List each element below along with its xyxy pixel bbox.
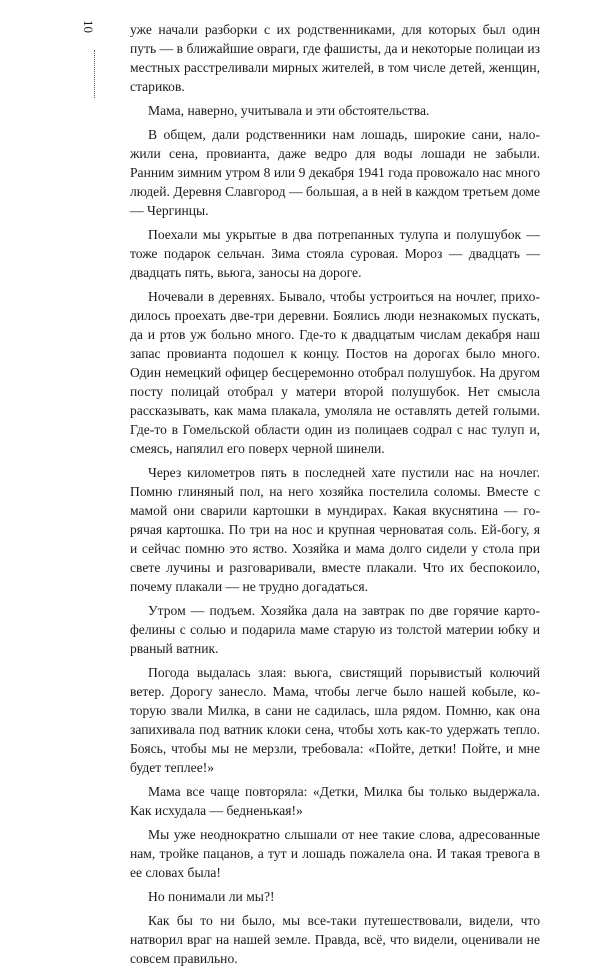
- page-number: 10: [81, 20, 96, 33]
- paragraph: Мама, наверно, учитывала и эти обстоятельства.: [148, 103, 430, 118]
- paragraph: Мама все чаще повторяла: «Детки, Милка бы только выдержала. Как исхудала — бедненькая!»: [130, 784, 540, 818]
- paragraph: Как бы то ни было, мы все-таки путешествовали, видели, что натворил враг на нашей земле. Правда, всё, что видели, оценивали не совсем правильно.: [130, 913, 540, 966]
- paragraph: Через километров пять в последней хате пустили нас на ночлег. Помню глиняный пол, на него хозяйка постелила соломы. Вместе с мамой они сварили картошки в мундирах. Какая вкуснятина — горячая картошка. По три на нос и крупная черноватая соль. Ей-богу, я и сейчас помню это яство. Хозяйка и мама долго сидели у стола при свете лучины и разговаривали, вместе плакали. Что их беспокоило, почему плакали — не трудно догадаться.: [130, 465, 540, 594]
- paragraph: Погода выдалась злая: вьюга, свистящий порывистый колючий ветер. Дорогу занесло. Мама, чтобы легче было нашей кобыле, которую звали Милка, в сани не садилась, шла рядом. Помню, как она запихивала под ватник клоки сена, чтобы хоть как-то удержать тепло. Боясь, чтобы мы не мерзли, требовала: «Пойте, детки! Пойте, и мне будет теплее!»: [130, 665, 540, 775]
- paragraph: Утром — подъем. Хозяйка дала на завтрак по две горячие картофелины с солью и подарила маме старую из толстой материи юбку и рваный ватник.: [130, 603, 540, 656]
- paragraph: уже начали разборки с их родственниками, для которых был один путь — в ближайшие овраги, где фашисты, да и некоторые полицаи из местных расстреливали мирных жителей, в том числе детей, женщин, стариков.: [130, 22, 540, 94]
- paragraph: Поехали мы укрытые в два потрепанных тулупа и полушубок — тоже подарок сельчан. Зима стояла суровая. Мороз — двадцать — двадцать пять, вьюга, заносы на дороге.: [130, 227, 540, 280]
- paragraph: Ночевали в деревнях. Бывало, чтобы устроиться на ночлег, приходилось проехать две-три деревни. Боялись люди незнакомых пускать, да и ртов уж больно много. Где-то к двадцатым числам декабря наш запас провианта подошел к концу. Постов на дорогах было много. Один немецкий офицер бесцеремонно отобрал полушубок. На другом посту полицай отобрал у матери второй полушубок. Нет смысла рассказывать, как мама плакала, умоляла не оставлять детей голыми. Где-то в Гомельской области один из полицаев содрал с нас тулуп и, смеясь, напялил его поверх черной шинели.: [130, 289, 540, 456]
- paragraph: Но понимали ли мы?!: [148, 889, 275, 904]
- paragraph: Мы уже неоднократно слышали от нее такие слова, адресованные нам, тройке пацанов, а тут и лошадь пожалела она. И такая тревога в ее словах была!: [130, 827, 540, 880]
- text-block: [130, 20, 540, 973]
- paragraph: В общем, дали родственники нам лошадь, широкие сани, наложили сена, провианта, даже ведро для воды лошади не забыли. Ранним зимним утром 8 или 9 декабря 1941 года провожало нас много людей. Деревня Славгород — большая, а в ней в каждом третьем доме — Чергинцы.: [130, 127, 540, 218]
- margin-rule: [94, 50, 95, 98]
